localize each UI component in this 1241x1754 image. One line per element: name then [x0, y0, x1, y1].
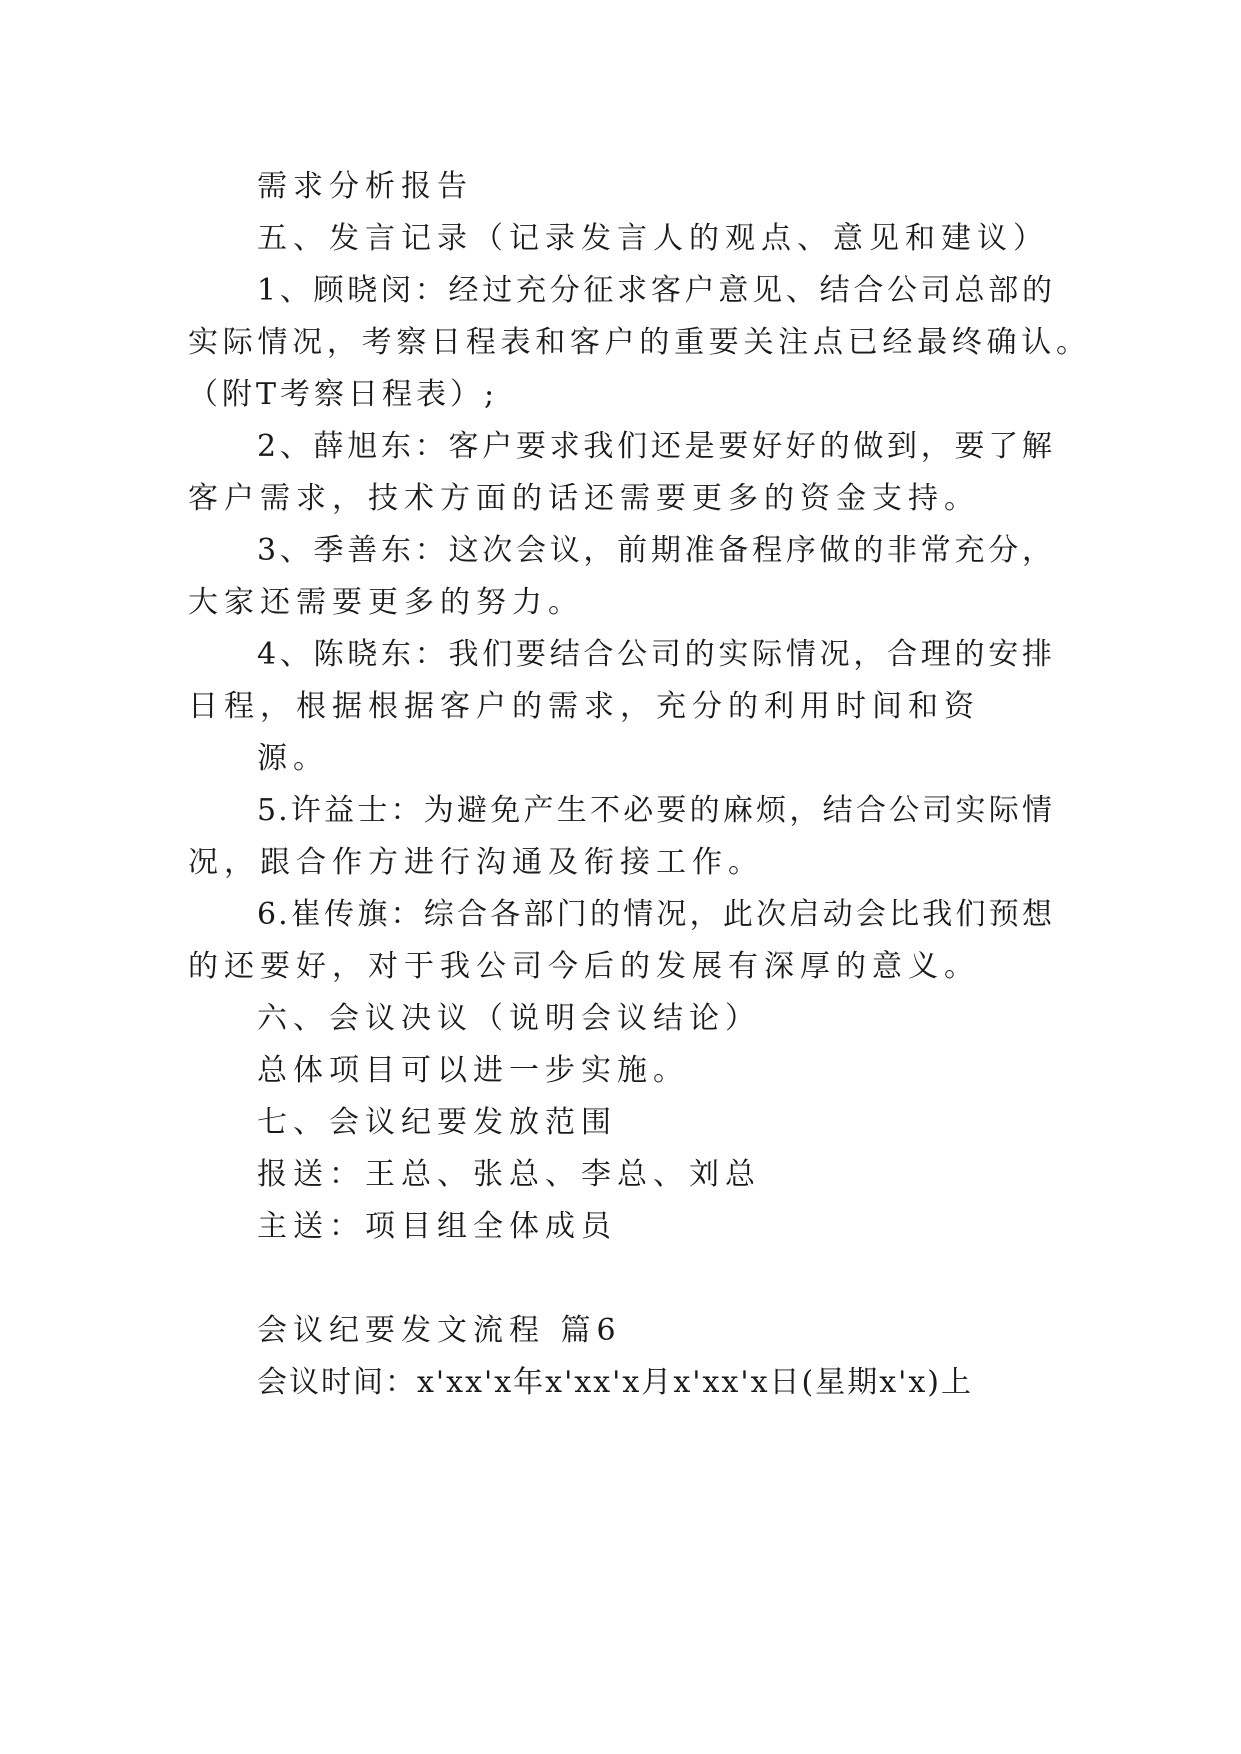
- section-heading-distribution: 七、会议纪要发放范围: [257, 1105, 617, 1140]
- distribution-report-to: 报送：王总、张总、李总、刘总: [257, 1157, 761, 1192]
- speech-item-4-line-3: 源。: [257, 741, 329, 776]
- speech-item-6-line-2: 的还要好，对于我公司今后的发展有深厚的意义。: [188, 949, 980, 984]
- speech-item-2-line-2: 客户需求，技术方面的话还需要更多的资金支持。: [188, 481, 980, 516]
- speech-item-2-line-1: 2、薛旭东：客户要求我们还是要好好的做到，要了解: [257, 429, 1054, 464]
- speech-item-5-line-1: 5.许益士：为避免产生不必要的麻烦，结合公司实际情: [257, 793, 1054, 828]
- speech-item-4-line-1: 4、陈晓东：我们要结合公司的实际情况，合理的安排: [257, 637, 1054, 672]
- section-heading-resolution: 六、会议决议（说明会议结论）: [257, 1001, 761, 1036]
- speech-item-3-line-1: 3、季善东：这次会议，前期准备程序做的非常充分，: [257, 533, 1054, 568]
- resolution-text: 总体项目可以进一步实施。: [257, 1053, 689, 1088]
- meeting-time-line: 会议时间：x'xx'x年x'xx'x月x'xx'x日(星期x'x)上: [257, 1365, 974, 1400]
- speech-item-3-line-2: 大家还需要更多的努力。: [188, 585, 584, 620]
- distribution-main-to: 主送：项目组全体成员: [257, 1209, 617, 1244]
- article-heading: 会议纪要发文流程 篇6: [257, 1313, 622, 1348]
- speech-item-4-line-2: 日程，根据根据客户的需求，充分的利用时间和资: [188, 689, 980, 724]
- text-line-report-title: 需求分析报告: [257, 169, 473, 204]
- speech-item-1-line-2: 实际情况，考察日程表和客户的重要关注点已经最终确认。: [188, 325, 1088, 360]
- speech-item-6-line-1: 6.崔传旗：综合各部门的情况，此次启动会比我们预想: [257, 897, 1054, 932]
- section-heading-speech-records: 五、发言记录（记录发言人的观点、意见和建议）: [257, 221, 1049, 256]
- speech-item-1-line-3: （附T考察日程表）;: [188, 377, 499, 412]
- speech-item-5-line-2: 况，跟合作方进行沟通及衔接工作。: [188, 845, 764, 880]
- speech-item-1-line-1: 1、顾晓闵：经过充分征求客户意见、结合公司总部的: [257, 273, 1054, 308]
